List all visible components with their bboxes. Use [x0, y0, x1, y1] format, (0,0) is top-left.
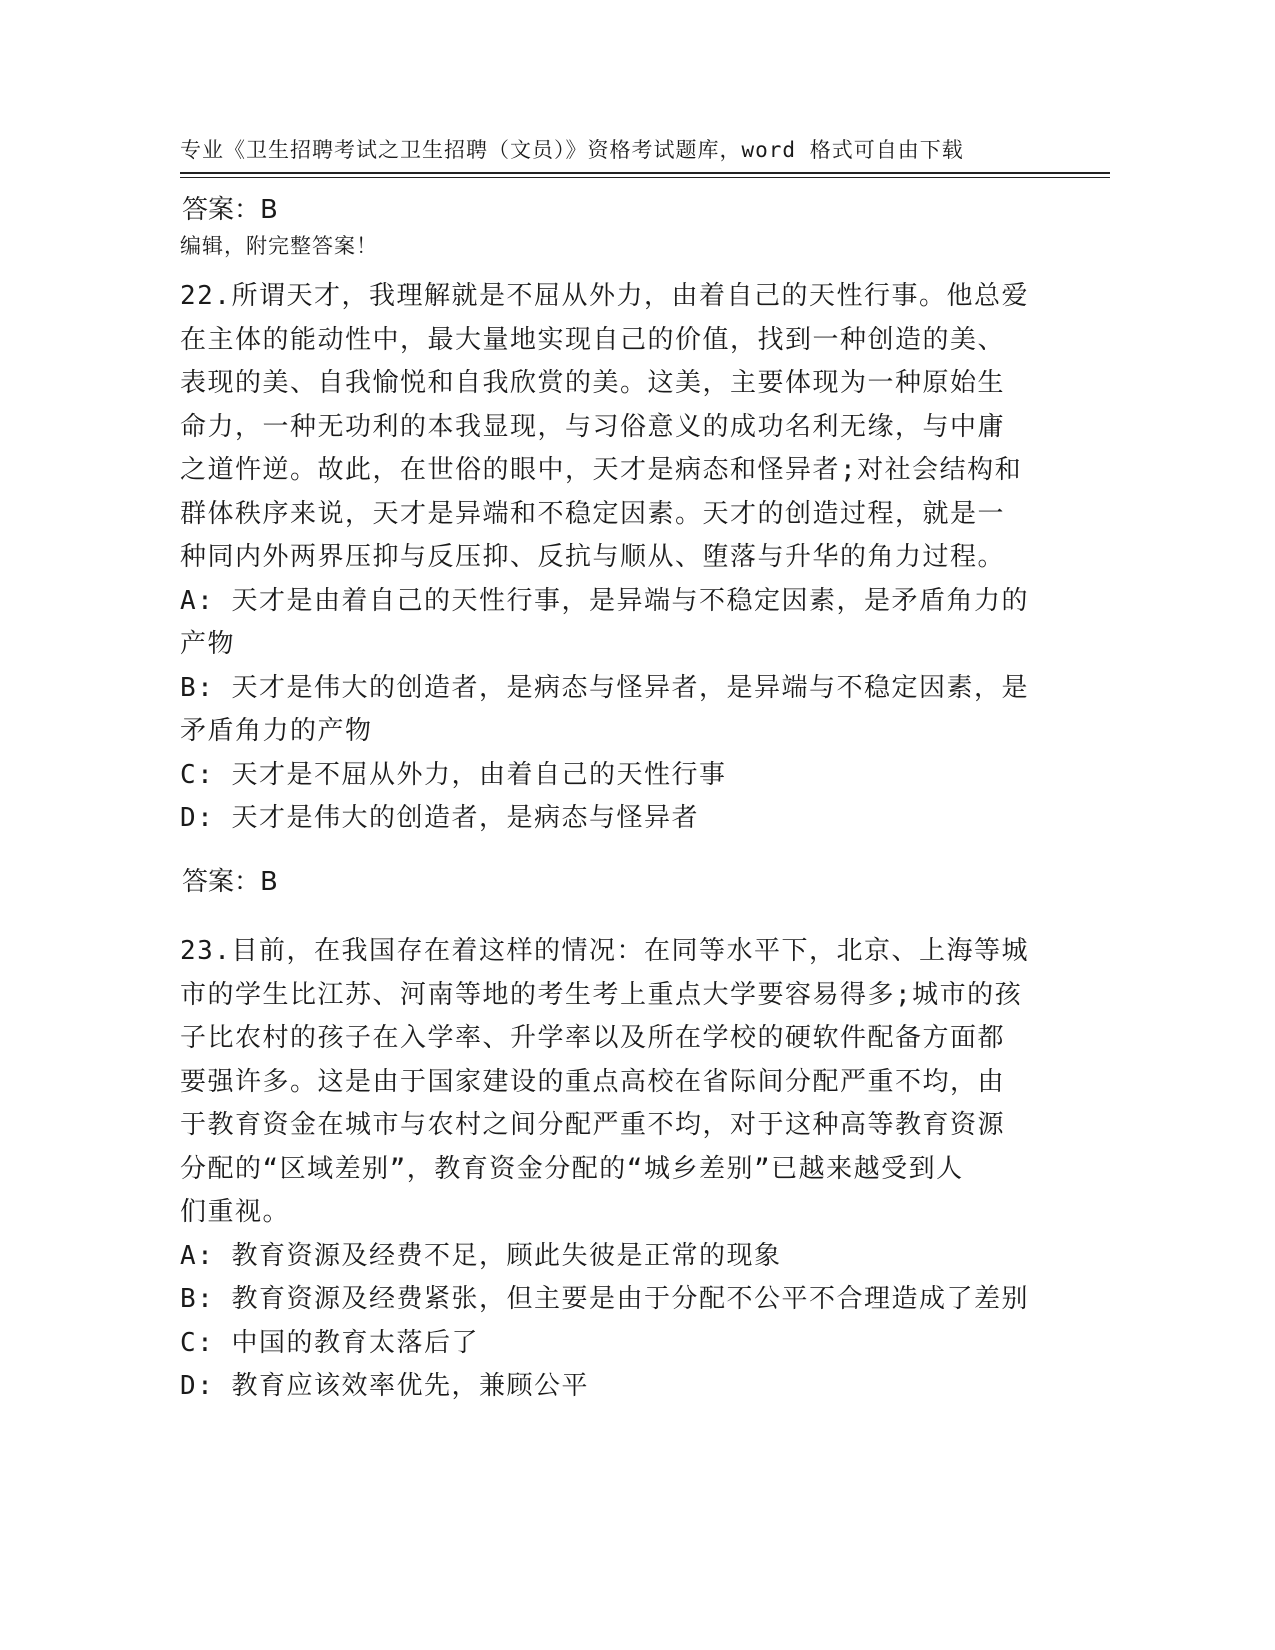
question-22-line-3: 表现的美、自我愉悦和自我欣赏的美。这美，主要体现为一种原始生: [180, 368, 1006, 398]
question-23-line-1: 23.目前，在我国存在着这样的情况：在同等水平下，北京、上海等城: [180, 936, 1029, 966]
answer-label-q21: 答案：B: [182, 195, 278, 225]
question-23-option-a: A: 教育资源及经费不足，顾此失彼是正常的现象: [180, 1240, 782, 1271]
header-line-1: 专业《卫生招聘考试之卫生招聘（文员）》资格考试题库，word 格式可自由下载: [180, 138, 964, 162]
question-22-line-2: 在主体的能动性中，最大量地实现自己的价值，找到一种创造的美、: [180, 324, 1006, 355]
question-23-line-5: 于教育资金在城市与农村之间分配严重不均，对于这种高等教育资源: [180, 1110, 1006, 1140]
question-22: [180, 275, 1060, 841]
question-22-line-4: 命力，一种无功利的本我显现，与习俗意义的成功名利无缘，与中庸: [180, 411, 1006, 442]
header-divider-thin: [180, 177, 1110, 178]
question-22-option-a-line-1: A: 天才是由着自己的天性行事，是异端与不稳定因素，是矛盾角力的: [180, 585, 1029, 616]
question-22-option-a-line-2: 产物: [180, 629, 236, 659]
question-22-line-7: 种同内外两界压抑与反压抑、反抗与顺从、堕落与升华的角力过程。: [180, 542, 1006, 572]
question-23-option-b: B: 教育资源及经费紧张，但主要是由于分配不公平不合理造成了差别: [180, 1284, 1029, 1314]
question-23: [180, 930, 1060, 1409]
question-23-option-c: C: 中国的教育太落后了: [180, 1327, 479, 1358]
question-23-line-2: 市的学生比江苏、河南等地的考生考上重点大学要容易得多;城市的孩: [180, 979, 1023, 1010]
question-23-line-4: 要强许多。这是由于国家建设的重点高校在省际间分配严重不均，由: [180, 1066, 1006, 1097]
question-23-line-6: 分配的“区域差别”，教育资金分配的“城乡差别”已越来越受到人: [180, 1153, 964, 1184]
question-23-option-d: D: 教育应该效率优先，兼顾公平: [180, 1371, 589, 1401]
header-line-2: 编辑，附完整答案！: [180, 234, 378, 258]
answer-label-q22: 答案：B: [182, 867, 278, 897]
question-22-line-6: 群体秩序来说，天才是异端和不稳定因素。天才的创造过程，就是一: [180, 498, 1006, 529]
question-22-option-d: D: 天才是伟大的创造者，是病态与怪异者: [180, 803, 699, 833]
question-22-line-1: 22.所谓天才，我理解就是不屈从外力，由着自己的天性行事。他总爱: [180, 281, 1029, 311]
header-divider-thick: [180, 172, 1110, 174]
question-23-line-7: 们重视。: [180, 1197, 291, 1227]
question-22-option-b-line-2: 矛盾角力的产物: [180, 716, 373, 746]
question-22-line-5: 之道忤逆。故此，在世俗的眼中，天才是病态和怪异者;对社会结构和: [180, 455, 1023, 485]
question-22-option-b-line-1: B: 天才是伟大的创造者，是病态与怪异者，是异端与不稳定因素，是: [180, 672, 1029, 703]
question-23-line-3: 子比农村的孩子在入学率、升学率以及所在学校的硬软件配备方面都: [180, 1023, 1006, 1053]
question-22-option-c: C: 天才是不屈从外力，由着自己的天性行事: [180, 759, 727, 790]
